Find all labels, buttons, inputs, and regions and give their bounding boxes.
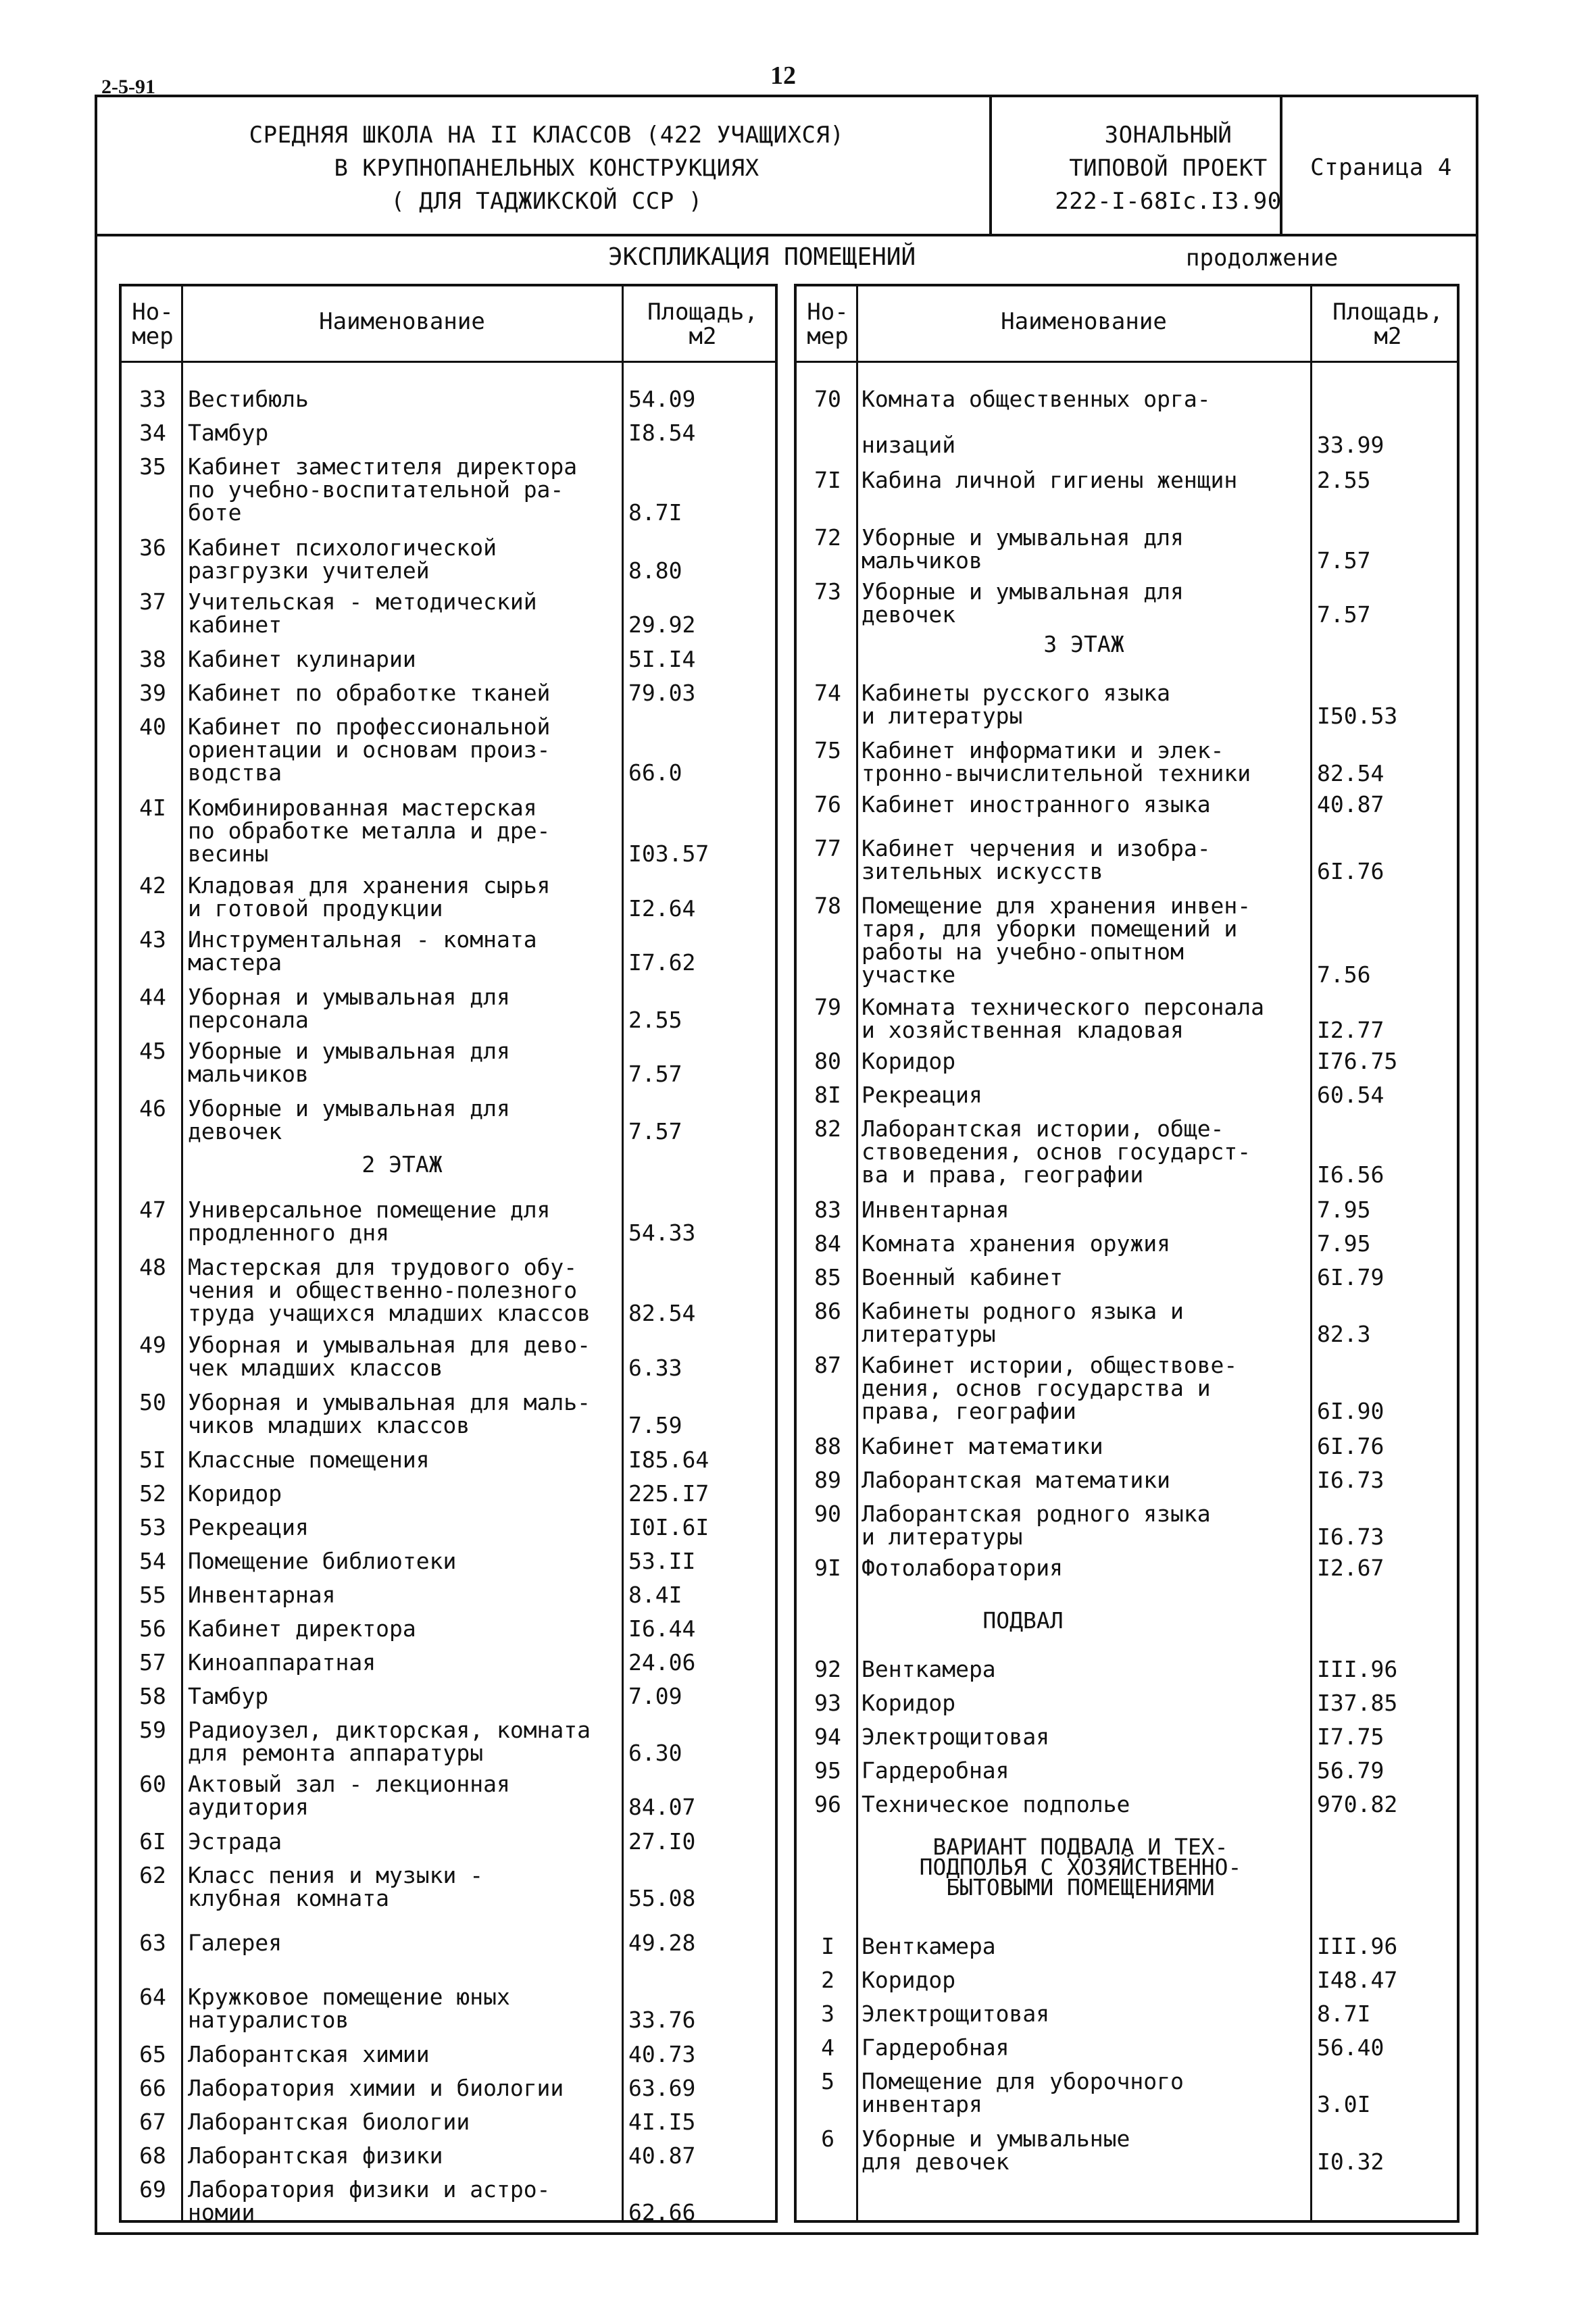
room-number: 67 bbox=[139, 2109, 166, 2135]
room-name: Военный кабинет bbox=[862, 1264, 1064, 1290]
room-name: Помещение для уборочного инвентаря bbox=[862, 2068, 1184, 2117]
room-name: Электрощитовая bbox=[862, 2001, 1050, 2027]
room-number: 38 bbox=[139, 646, 166, 672]
room-name: Кабина личной гигиены женщин bbox=[862, 467, 1238, 493]
room-name: Комната общественных орга- низаций bbox=[862, 386, 1211, 458]
room-name: Электрощитовая bbox=[862, 1724, 1050, 1750]
room-number: 52 bbox=[139, 1480, 166, 1507]
area-cell: I6.56 bbox=[1317, 1161, 1385, 1188]
area-cell: 7.57 bbox=[1317, 601, 1371, 628]
area-cell: 7.59 bbox=[628, 1412, 682, 1438]
room-name: Комбинированная мастерская по обработке металла и дре- весины bbox=[188, 795, 551, 867]
area-cell: 2.55 bbox=[1317, 467, 1371, 493]
room-number: 93 bbox=[814, 1690, 841, 1716]
area-cell: 24.06 bbox=[628, 1649, 696, 1676]
room-number: 40 bbox=[139, 713, 166, 740]
title-divider bbox=[989, 97, 992, 234]
room-name: Инвентарная bbox=[188, 1582, 336, 1608]
title-line-3: ( ДЛЯ ТАДЖИКСКОЙ ССР ) bbox=[391, 188, 703, 215]
area-cell: 56.40 bbox=[1317, 2034, 1385, 2061]
room-name: Кружковое помещение юных натуралистов bbox=[188, 1984, 510, 2033]
room-number: 76 bbox=[814, 791, 841, 818]
room-number: 59 bbox=[139, 1717, 166, 1743]
area-cell: I6.44 bbox=[628, 1615, 696, 1642]
area-cell: 7.09 bbox=[628, 1683, 682, 1709]
room-name: Помещение библиотеки bbox=[188, 1548, 457, 1574]
room-name: Венткамера bbox=[862, 1656, 996, 1682]
area-cell: 40.87 bbox=[1317, 791, 1385, 818]
room-number: 35 bbox=[139, 453, 166, 480]
room-number: 68 bbox=[139, 2142, 166, 2169]
project-divider bbox=[1280, 97, 1282, 234]
room-number: 66 bbox=[139, 2075, 166, 2101]
room-name: Инвентарная bbox=[862, 1197, 1009, 1223]
room-name: Гардеробная bbox=[862, 2034, 1009, 2061]
area-cell: I8.54 bbox=[628, 420, 696, 446]
room-number: 83 bbox=[814, 1197, 841, 1223]
room-name: Лаборатория химии и биологии bbox=[188, 2075, 564, 2101]
title-block bbox=[95, 95, 1478, 236]
room-name: Мастерская для трудового обу- чения и общественно-полезного труда учащихся младших классов bbox=[188, 1254, 591, 1326]
area-cell: I76.75 bbox=[1317, 1048, 1398, 1074]
room-number: 96 bbox=[814, 1791, 841, 1817]
area-cell: 7.57 bbox=[628, 1118, 682, 1145]
room-name: Уборные и умывальная для мальчиков bbox=[862, 524, 1184, 574]
area-cell: 63.69 bbox=[628, 2075, 696, 2101]
room-name: Лаборантская биологии bbox=[188, 2109, 470, 2135]
area-cell: 84.07 bbox=[628, 1794, 696, 1820]
area-cell: I0.32 bbox=[1317, 2148, 1385, 2175]
room-number: 75 bbox=[814, 737, 841, 763]
room-name: Киноаппаратная bbox=[188, 1649, 376, 1676]
room-number: 72 bbox=[814, 524, 841, 551]
room-name: Кабинет информатики и элек- тронно-вычислительной техники bbox=[862, 737, 1251, 786]
col-num-header: Но- мер bbox=[807, 299, 849, 350]
area-cell: 49.28 bbox=[628, 1930, 696, 1956]
section-basement: ПОДВАЛ bbox=[982, 1607, 1064, 1634]
room-number: 62 bbox=[139, 1862, 166, 1888]
room-number: 5I bbox=[139, 1447, 166, 1473]
room-number: 43 bbox=[139, 926, 166, 953]
area-cell: 7.57 bbox=[628, 1061, 682, 1087]
room-number: 39 bbox=[139, 680, 166, 706]
right-table bbox=[794, 284, 1460, 2223]
area-cell: 6I.76 bbox=[1317, 1433, 1385, 1459]
area-cell: 8.4I bbox=[628, 1582, 682, 1608]
area-cell: 62.66 bbox=[628, 2199, 696, 2225]
room-number: 44 bbox=[139, 984, 166, 1010]
room-name: Рекреация bbox=[862, 1082, 982, 1108]
area-cell: 82.54 bbox=[628, 1300, 696, 1326]
area-cell: 60.54 bbox=[1317, 1082, 1385, 1108]
room-number: 8I bbox=[814, 1082, 841, 1108]
room-number: 55 bbox=[139, 1582, 166, 1608]
room-name: Кабинет черчения и изобра- зительных искусств bbox=[862, 835, 1211, 884]
room-number: 69 bbox=[139, 2176, 166, 2203]
room-name: Рекреация bbox=[188, 1514, 309, 1540]
room-name: Кабинеты родного языка и литературы bbox=[862, 1298, 1184, 1347]
room-number: 58 bbox=[139, 1683, 166, 1709]
area-cell: I2.77 bbox=[1317, 1017, 1385, 1043]
room-number: 48 bbox=[139, 1254, 166, 1280]
room-name: Кабинет заместителя директора по учебно-воспитательной ра- боте bbox=[188, 453, 578, 526]
room-name: Лаборантская истории, обще- ствоведения, основ государст- ва и права, географии bbox=[862, 1115, 1251, 1188]
col-name-header: Наименование bbox=[319, 308, 485, 335]
room-number: 45 bbox=[139, 1038, 166, 1064]
room-name: Коридор bbox=[862, 1690, 956, 1716]
room-name: Лаборантская математики bbox=[862, 1467, 1170, 1493]
room-number: 92 bbox=[814, 1656, 841, 1682]
room-number: 63 bbox=[139, 1930, 166, 1956]
room-number: 4I bbox=[139, 795, 166, 821]
area-cell: I37.85 bbox=[1317, 1690, 1398, 1716]
room-name: Коридор bbox=[188, 1480, 282, 1507]
room-number: 87 bbox=[814, 1352, 841, 1378]
title-line-1: СРЕДНЯЯ ШКОЛА НА II КЛАССОВ (422 УЧАЩИХСЯ) bbox=[249, 122, 845, 149]
room-number: 88 bbox=[814, 1433, 841, 1459]
room-name: Лаборатория физики и астро- номии bbox=[188, 2176, 551, 2225]
room-number: 33 bbox=[139, 386, 166, 412]
area-cell: 82.3 bbox=[1317, 1321, 1371, 1347]
room-number: 46 bbox=[139, 1095, 166, 1122]
room-name: Лаборантская физики bbox=[188, 2142, 443, 2169]
room-name: Венткамера bbox=[862, 1933, 996, 1959]
room-name: Коридор bbox=[862, 1048, 956, 1074]
title-text bbox=[111, 119, 982, 218]
col-area-header: Площадь, м2 bbox=[1332, 299, 1443, 350]
room-number: 73 bbox=[814, 578, 841, 605]
room-name: Учительская - методический кабинет bbox=[188, 588, 537, 638]
area-cell: I03.57 bbox=[628, 840, 709, 867]
room-name: Комната технического персонала и хозяйственная кладовая bbox=[862, 994, 1265, 1043]
room-name: Кабинет по профессиональной ориентации и основам произ- водства bbox=[188, 713, 551, 786]
room-number: 94 bbox=[814, 1724, 841, 1750]
area-cell: I2.64 bbox=[628, 895, 696, 922]
room-number: 65 bbox=[139, 2041, 166, 2067]
area-cell: I0I.6I bbox=[628, 1514, 709, 1540]
room-number: 7I bbox=[814, 467, 841, 493]
area-cell: 66.0 bbox=[628, 759, 682, 786]
room-number: 42 bbox=[139, 872, 166, 899]
room-name: Фотолаборатория bbox=[862, 1555, 1064, 1581]
room-name: Уборные и умывальная для девочек bbox=[188, 1095, 510, 1145]
room-name: Коридор bbox=[862, 1967, 956, 1993]
room-name: Комната хранения оружия bbox=[862, 1230, 1170, 1257]
project-line-2: ТИПОВОЙ ПРОЕКТ bbox=[1069, 155, 1268, 182]
document-code: 2-5-91 bbox=[101, 76, 155, 98]
room-number: 34 bbox=[139, 420, 166, 446]
project-line-3: 222-I-68Iс.I3.90 bbox=[1055, 188, 1282, 215]
room-number: 6I bbox=[139, 1828, 166, 1855]
area-cell: 7.95 bbox=[1317, 1230, 1371, 1257]
area-cell: 33.76 bbox=[628, 2007, 696, 2033]
area-cell: I6.73 bbox=[1317, 1467, 1385, 1493]
room-name: Кабинет психологической разгрузки учителей bbox=[188, 534, 497, 584]
room-number: 37 bbox=[139, 588, 166, 615]
area-cell: 970.82 bbox=[1317, 1791, 1398, 1817]
room-number: 80 bbox=[814, 1048, 841, 1074]
area-cell: 6.30 bbox=[628, 1740, 682, 1766]
area-cell: 7.56 bbox=[1317, 961, 1371, 988]
area-cell: 54.33 bbox=[628, 1219, 696, 1246]
room-number: 49 bbox=[139, 1332, 166, 1358]
area-cell: 6I.79 bbox=[1317, 1264, 1385, 1290]
room-name: Галерея bbox=[188, 1930, 282, 1956]
room-name: Универсальное помещение для продленного дня bbox=[188, 1197, 551, 1246]
area-cell: I48.47 bbox=[1317, 1967, 1398, 1993]
area-cell: 6I.90 bbox=[1317, 1398, 1385, 1424]
room-number: 79 bbox=[814, 994, 841, 1020]
area-cell: I7.62 bbox=[628, 949, 696, 976]
title-line-2: В КРУПНОПАНЕЛЬНЫХ КОНСТРУКЦИЯХ bbox=[334, 155, 759, 182]
area-cell: 27.I0 bbox=[628, 1828, 696, 1855]
area-cell: 8.80 bbox=[628, 557, 682, 584]
col-area-header: Площадь, м2 bbox=[647, 299, 758, 350]
room-number: 89 bbox=[814, 1467, 841, 1493]
room-number: 82 bbox=[814, 1115, 841, 1142]
area-cell: 7.57 bbox=[1317, 547, 1371, 574]
col-num-header: Но- мер bbox=[132, 299, 174, 350]
room-name: Актовый зал - лекционная аудитория bbox=[188, 1771, 510, 1820]
room-name: Кладовая для хранения сырья и готовой продукции bbox=[188, 872, 551, 922]
room-name: Инструментальная - комната мастера bbox=[188, 926, 537, 976]
area-cell: 3.0I bbox=[1317, 2091, 1371, 2117]
room-number: 6 bbox=[821, 2126, 834, 2152]
explication-title: ЭКСПЛИКАЦИЯ ПОМЕЩЕНИЙ bbox=[608, 243, 916, 271]
room-name: Лаборантская родного языка и литературы bbox=[862, 1501, 1211, 1550]
section-floor-3: 3 ЭТАЖ bbox=[1043, 631, 1124, 657]
room-number: 84 bbox=[814, 1230, 841, 1257]
room-name: Уборные и умывальная для мальчиков bbox=[188, 1038, 510, 1087]
area-cell: III.96 bbox=[1317, 1933, 1398, 1959]
area-cell: 54.09 bbox=[628, 386, 696, 412]
area-cell: 4I.I5 bbox=[628, 2109, 696, 2135]
room-name: Кабинет иностранного языка bbox=[862, 791, 1211, 818]
room-name: Тамбур bbox=[188, 420, 269, 446]
project-line-1: ЗОНАЛЬНЫЙ bbox=[1104, 122, 1232, 149]
room-number: 50 bbox=[139, 1389, 166, 1415]
area-cell: 79.03 bbox=[628, 680, 696, 706]
room-number: 3 bbox=[821, 2001, 834, 2027]
area-cell: 53.II bbox=[628, 1548, 696, 1574]
area-cell: 40.73 bbox=[628, 2041, 696, 2067]
room-name: Эстрада bbox=[188, 1828, 282, 1855]
room-name: Гардеробная bbox=[862, 1757, 1009, 1784]
room-number: 54 bbox=[139, 1548, 166, 1574]
room-number: 9I bbox=[814, 1555, 841, 1581]
room-name: Уборные и умывальная для девочек bbox=[862, 578, 1184, 628]
room-number: 86 bbox=[814, 1298, 841, 1324]
continuation-label: продолжение bbox=[1186, 245, 1339, 272]
room-number: 78 bbox=[814, 892, 841, 919]
area-cell: 6I.76 bbox=[1317, 858, 1385, 884]
room-number: 60 bbox=[139, 1771, 166, 1797]
room-number: 53 bbox=[139, 1514, 166, 1540]
page-number: 12 bbox=[770, 61, 796, 90]
room-number: 36 bbox=[139, 534, 166, 561]
room-name: Радиоузел, дикторская, комната для ремонта аппаратуры bbox=[188, 1717, 591, 1766]
room-number: 95 bbox=[814, 1757, 841, 1784]
area-cell: 5I.I4 bbox=[628, 646, 696, 672]
room-name: Кабинеты русского языка и литературы bbox=[862, 680, 1170, 729]
area-cell: 225.I7 bbox=[628, 1480, 709, 1507]
room-name: Вестибюль bbox=[188, 386, 309, 412]
page-label: Страница 4 bbox=[1310, 154, 1452, 181]
room-name: Класс пения и музыки - клубная комната bbox=[188, 1862, 484, 1911]
area-cell: 82.54 bbox=[1317, 760, 1385, 786]
section-basement-variant: ВАРИАНТ ПОДВАЛА И ТЕХ- ПОДПОЛЬЯ С ХОЗЯЙСТВЕННО- БЫТОВЫМИ ПОМЕЩЕНИЯМИ bbox=[919, 1834, 1242, 1901]
area-cell: I6.73 bbox=[1317, 1524, 1385, 1550]
room-number: 5 bbox=[821, 2068, 834, 2094]
room-number: 64 bbox=[139, 1984, 166, 2010]
area-cell: 55.08 bbox=[628, 1885, 696, 1911]
room-name: Помещение для хранения инвен- таря, для уборки помещений и работы на учебно-опытном участке bbox=[862, 892, 1251, 988]
room-name: Кабинет директора bbox=[188, 1615, 416, 1642]
area-cell: 33.99 bbox=[1317, 432, 1385, 458]
room-number: 4 bbox=[821, 2034, 834, 2061]
room-number: 74 bbox=[814, 680, 841, 706]
area-cell: I50.53 bbox=[1317, 703, 1398, 729]
room-number: 90 bbox=[814, 1501, 841, 1527]
room-name: Лаборантская химии bbox=[188, 2041, 430, 2067]
area-cell: III.96 bbox=[1317, 1656, 1398, 1682]
room-name: Тамбур bbox=[188, 1683, 269, 1709]
area-cell: 6.33 bbox=[628, 1355, 682, 1381]
area-cell: 29.92 bbox=[628, 611, 696, 638]
area-cell: I2.67 bbox=[1317, 1555, 1385, 1581]
room-name: Кабинет по обработке тканей bbox=[188, 680, 551, 706]
room-number: I bbox=[821, 1933, 834, 1959]
room-number: 56 bbox=[139, 1615, 166, 1642]
area-cell: 40.87 bbox=[628, 2142, 696, 2169]
room-name: Кабинет математики bbox=[862, 1433, 1103, 1459]
left-table bbox=[119, 284, 778, 2223]
room-name: Уборная и умывальная для маль- чиков младших классов bbox=[188, 1389, 591, 1438]
room-number: 2 bbox=[821, 1967, 834, 1993]
area-cell: I85.64 bbox=[628, 1447, 709, 1473]
room-name: Кабинет истории, обществове- дения, основ государства и права, географии bbox=[862, 1352, 1238, 1424]
room-number: 70 bbox=[814, 386, 841, 412]
col-name-header: Наименование bbox=[1001, 308, 1167, 335]
room-number: 85 bbox=[814, 1264, 841, 1290]
room-name: Классные помещения bbox=[188, 1447, 430, 1473]
area-cell: 8.7I bbox=[1317, 2001, 1371, 2027]
room-name: Уборные и умывальные для девочек bbox=[862, 2126, 1130, 2175]
room-name: Кабинет кулинарии bbox=[188, 646, 416, 672]
area-cell: 56.79 bbox=[1317, 1757, 1385, 1784]
section-floor-2: 2 ЭТАЖ bbox=[361, 1151, 443, 1178]
room-number: 57 bbox=[139, 1649, 166, 1676]
room-name: Техническое подполье bbox=[862, 1791, 1130, 1817]
area-cell: 2.55 bbox=[628, 1007, 682, 1033]
room-name: Уборная и умывальная для персонала bbox=[188, 984, 510, 1033]
area-cell: 8.7I bbox=[628, 499, 682, 526]
room-name: Уборная и умывальная для дево- чек младших классов bbox=[188, 1332, 591, 1381]
area-cell: 7.95 bbox=[1317, 1197, 1371, 1223]
area-cell: I7.75 bbox=[1317, 1724, 1385, 1750]
room-number: 47 bbox=[139, 1197, 166, 1223]
room-number: 77 bbox=[814, 835, 841, 861]
